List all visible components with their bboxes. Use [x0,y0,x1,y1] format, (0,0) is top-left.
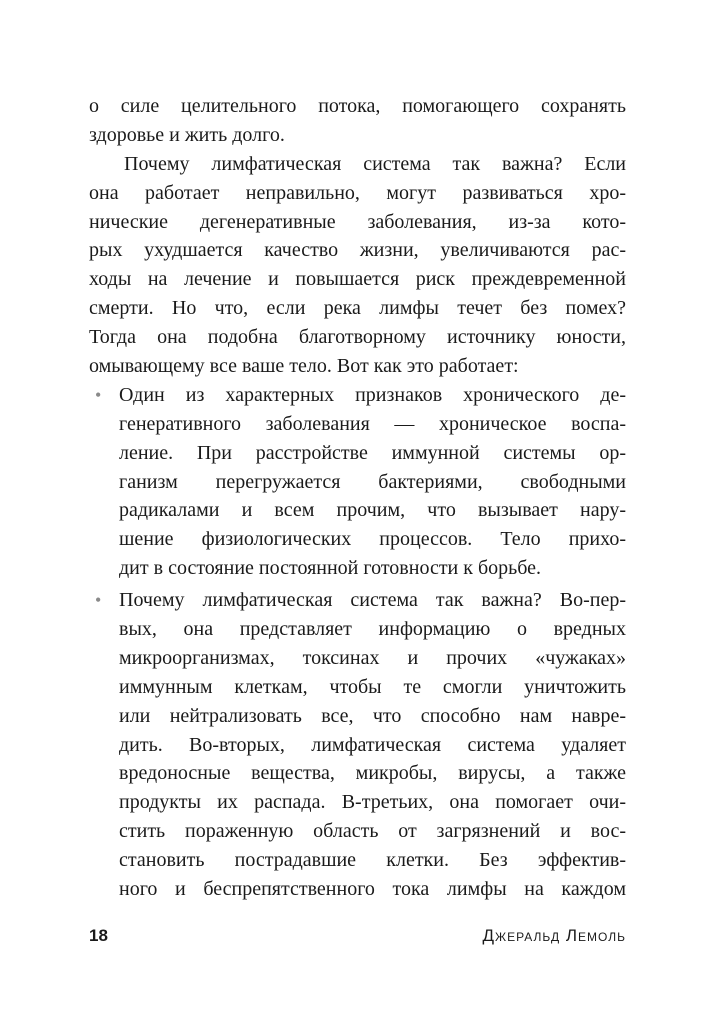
text-line: иммунным клеткам, чтобы те смогли уничтожить [119,675,626,698]
body-text [89,92,626,904]
text-line: о силе целительного потока, помогающего сохранять [89,95,626,117]
text-line: здоровье и жить долго. [89,123,285,146]
text-line: ного и беспрепятственного тока лимфы на каждом [119,878,626,901]
bullet-item [89,586,626,904]
text-line: продукты их распада. В-третьих, она помогает очи- [119,791,626,814]
text-line: омывающему все ваше тело. Вот как это работает: [89,355,519,378]
page-footer [89,926,626,954]
text-line: вых, она представляет информацию о вредных [119,618,626,641]
text-line: нические дегенеративные заболевания, из-за кото- [89,210,626,233]
paragraph-continuation [89,92,626,150]
text-line: Тогда она подобна благотворному источнику юности, [89,326,626,349]
text-line: или нейтрализовать все, что способно нам навре- [119,704,626,727]
text-line: смерти. Но что, если река лимфы течет без помех? [89,297,626,320]
bullet-icon: • [95,590,102,611]
text-line: дить. Во-вторых, лимфатическая система удаляет [119,733,626,756]
bullet-item [89,381,626,583]
running-head-author: Джеральд Лемоль [482,926,626,945]
text-line: дит в состояние постоянной готовности к борьбе. [119,557,542,580]
text-line: вредоносные вещества, микробы, вирусы, а также [119,762,626,785]
text-line: стить пораженную область от загрязнений и вос- [119,820,626,843]
text-line: шение физиологических процессов. Тело прихо- [119,528,626,551]
text-line: микроорганизмах, токсинах и прочих «чужаках» [119,646,626,669]
text-line: Почему лимфатическая система так важна? Если [124,152,626,175]
text-line: ление. При расстройстве иммунной системы ор- [119,441,626,464]
text-line: Почему лимфатическая система так важна? Во-пер- [119,589,626,612]
text-line: ганизм перегружается бактериями, свободными [119,470,626,493]
text-line: рых ухудшается качество жизни, увеличиваются рас- [89,239,626,262]
text-line: ходы на лечение и повышается риск преждевременной [89,268,626,291]
bullet-icon: • [95,384,102,405]
text-line: становить пострадавшие клетки. Без эффектив- [119,849,626,872]
text-line: радикалами и всем прочим, что вызывает нару- [119,499,626,522]
paragraph [89,150,626,381]
text-line: Один из характерных признаков хронического де- [119,383,626,406]
text-line: генеративного заболевания — хроническое воспа- [119,412,626,435]
text-line: она работает неправильно, могут развиваться хро- [89,181,626,204]
page-number: 18 [89,926,108,945]
